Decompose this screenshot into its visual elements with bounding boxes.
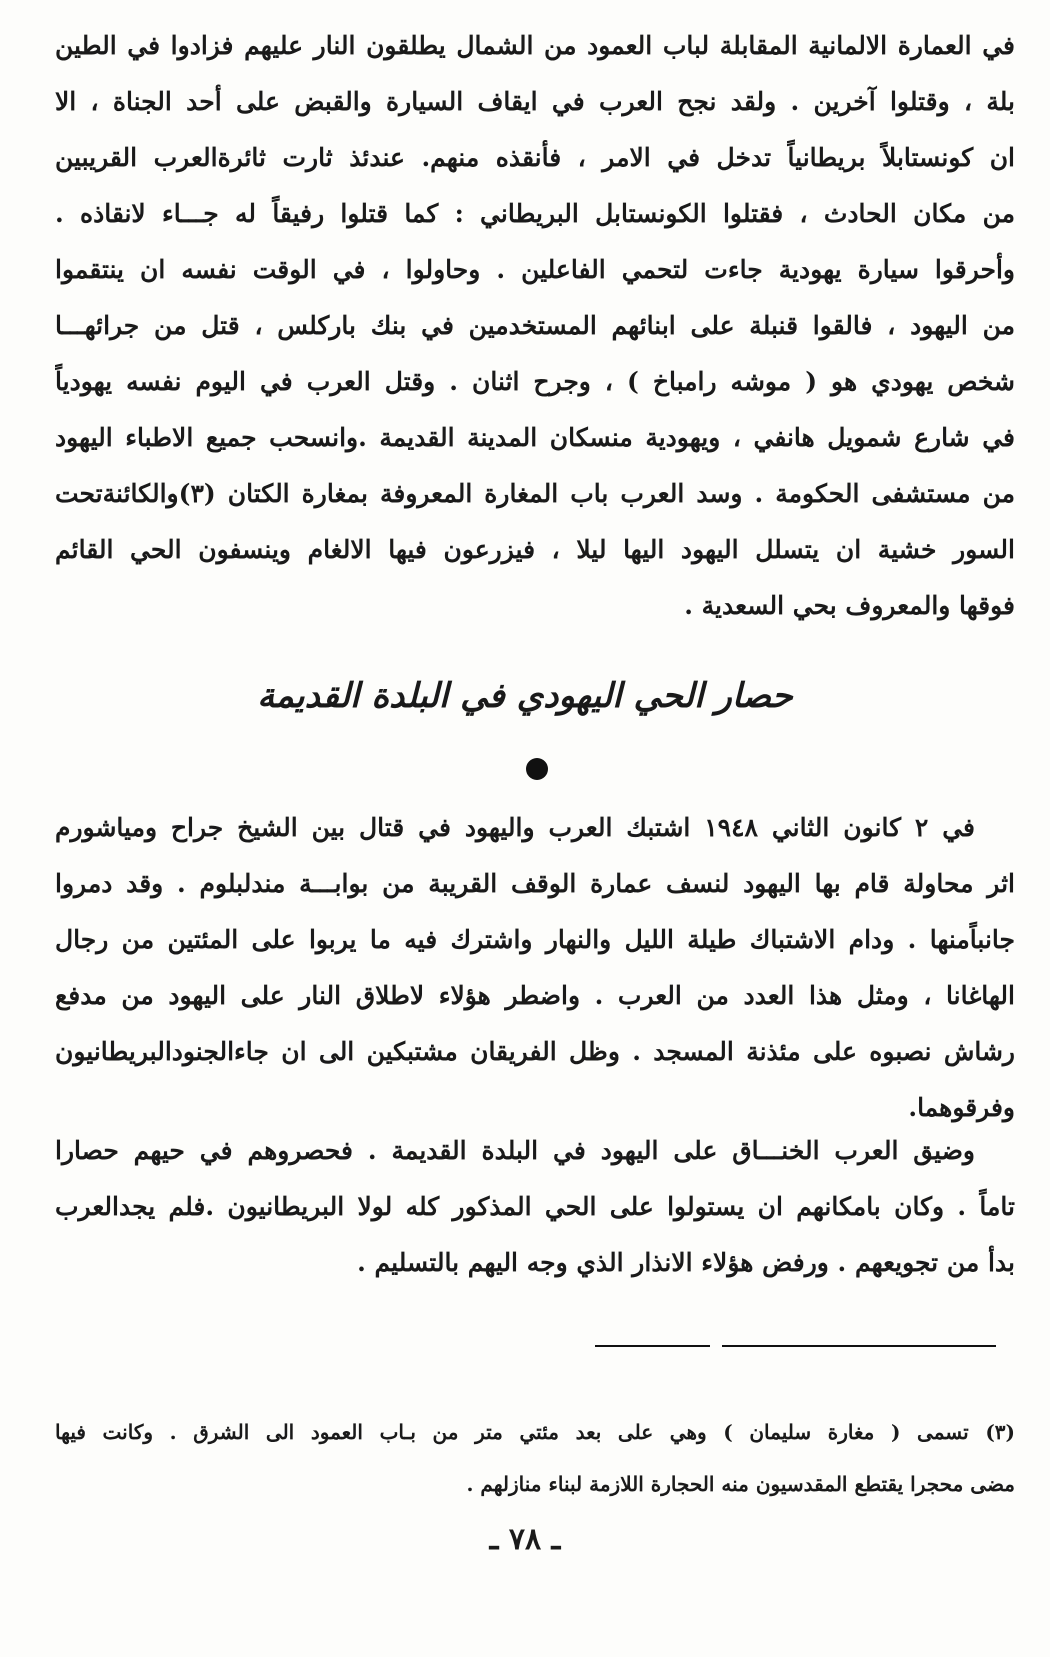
text-line: في ٢ كانون الثاني ١٩٤٨ اشتبك العرب واليهود في قتال بين الشيخ جراح ومياشورم <box>55 813 976 842</box>
page-number: ـ ٧٨ ـ <box>489 1522 561 1557</box>
text-line: شخص يهودي هو ( موشه رامباخ ) ، وجرح اثنان . وقتل العرب في اليوم نفسه يهودياً <box>55 367 1015 396</box>
text-line: من اليهود ، فالقوا قنبلة على ابنائهم المستخدمين في بنك باركلس ، قتل من جرائهـــا <box>55 311 1015 340</box>
text-line: وأحرقوا سيارة يهودية جاءت لتحمي الفاعلين . وحاولوا ، في الوقت نفسه ان ينتقموا <box>55 255 1015 284</box>
text-line: رشاش نصبوه على مئذنة المسجد . وظل الفريقان مشتبكين الى ان جاءالجنودالبريطانيون <box>55 1037 1015 1066</box>
text-line: من مستشفى الحكومة . وسد العرب باب المغارة المعروفة بمغارة الكتان (٣)والكائنةتحت <box>55 479 1015 508</box>
text-line: السور خشية ان يتسلل اليهود اليها ليلا ، فيزرعون فيها الالغام وينسفون الحي القائم <box>55 535 1015 564</box>
footnote <box>55 1406 1015 1510</box>
text-line: من مكان الحادث ، فقتلوا الكونستابل البريطاني : كما قتلوا رفيقاً له جـــاء لانقاذه . <box>55 199 1015 228</box>
paragraph-3 <box>55 1123 1015 1291</box>
text-line: بلة ، وقتلوا آخرين . ولقد نجح العرب في ايقاف السيارة والقبض على أحد الجناة ، الا <box>55 87 1015 116</box>
text-line: في شارع شمويل هانفي ، ويهودية منسكان المدينة القديمة .وانسحب جميع الاطباء اليهود <box>55 423 1015 452</box>
paragraph-1 <box>55 18 1015 634</box>
text-line: في العمارة الالمانية المقابلة لباب العمود من الشمال يطلقون النار عليهم فزادوا في الطين <box>55 31 1015 60</box>
text-line: وضيق العرب الخنـــاق على اليهود في البلدة القديمة . فحصروهم في حيهم حصارا <box>55 1136 975 1165</box>
footnote-line: (٣) تسمى ( مغارة سليمان ) وهي على بعد مئتي متر من بـاب العمود الى الشرق . وكانت فيها <box>55 1420 1015 1444</box>
paragraph-2 <box>55 800 1015 1136</box>
bullet-dot-ornament <box>526 758 548 780</box>
text-line: ان كونستابلاً بريطانياً تدخل في الامر ، فأنقذه منهم. عندئذ ثارت ثائرةالعرب القريبين <box>55 143 1015 172</box>
section-heading: حصار الحي اليهودي في البلدة القديمة <box>257 676 793 716</box>
text-line: تاماً . وكان بامكانهم ان يستولوا على الحي المذكور كله لولا البريطانيون .فلم يجدالعرب <box>55 1192 1015 1221</box>
text-line: وفرقوهما. <box>908 1093 1015 1122</box>
text-line: بدأ من تجويعهم . ورفض هؤلاء الانذار الذي وجه اليهم بالتسليم . <box>357 1248 1015 1277</box>
text-line: جانباًمنها . ودام الاشتباك طيلة الليل والنهار واشترك فيه ما يربوا على المئتين من رجال <box>55 925 1015 954</box>
footnote-separator-rule <box>595 1345 710 1347</box>
text-line: الهاغانا ، ومثل هذا العدد من العرب . واضطر هؤلاء لاطلاق النار على اليهود من مدفع <box>55 981 1015 1010</box>
footnote-separator-rule <box>722 1345 996 1347</box>
text-line: اثر محاولة قام بها اليهود لنسف عمارة الوقف القريبة من بوابـــة مندلبلوم . وقد دمروا <box>55 869 1015 898</box>
text-line: فوقها والمعروف بحي السعدية . <box>684 591 1015 620</box>
footnote-line: مضى محجرا يقتطع المقدسيون منه الحجارة اللازمة لبناء منازلهم . <box>466 1472 1015 1496</box>
